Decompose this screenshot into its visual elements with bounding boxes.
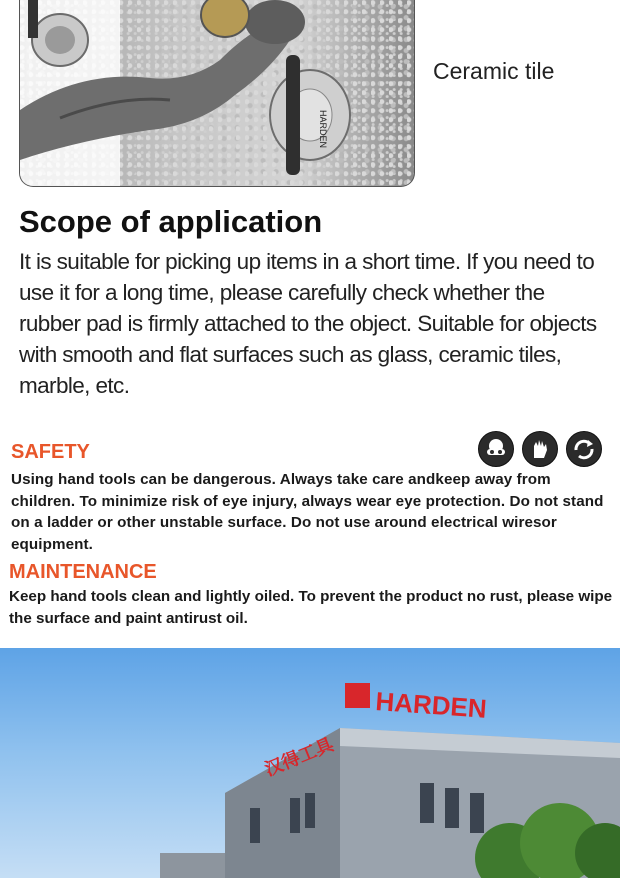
factory-photo bbox=[0, 648, 620, 878]
factory-chinese-sign: 汉得工具 bbox=[262, 734, 337, 781]
ceramic-tile-caption: Ceramic tile bbox=[433, 58, 555, 84]
safety-body: Using hand tools can be dangerous. Always take care andkeep away from children. To minimize risk of eye injury, always wear eye protection. Do not stand on a ladder or other unstable surface. Do not use around electrical wiresor equipment. bbox=[11, 471, 604, 553]
factory-building-illustration bbox=[0, 648, 620, 878]
pad-brand: HARDEN bbox=[318, 110, 328, 149]
goggles-icon bbox=[478, 431, 514, 467]
factory-sign: HARDEN bbox=[374, 686, 488, 724]
safety-icons bbox=[478, 431, 602, 467]
recycle-icon bbox=[566, 431, 602, 467]
maintenance-title: MAINTENANCE bbox=[9, 561, 157, 583]
suction-cup-illustration bbox=[20, 0, 414, 186]
gloves-icon bbox=[522, 431, 558, 467]
scope-title: Scope of application bbox=[19, 204, 323, 239]
product-photo bbox=[19, 0, 415, 187]
safety-title: SAFETY bbox=[11, 441, 90, 463]
scope-body: It is suitable for picking up items in a short time. If you need to use it for a long time, please carefully check whether the rubber pad is firmly attached to the object. Suitable for objects with smooth and flat surfaces such as glass, ceramic tiles, marble, etc. bbox=[19, 249, 597, 398]
harden-logo-icon bbox=[345, 683, 370, 708]
maintenance-body: Keep hand tools clean and lightly oiled. To prevent the product no rust, please wipe the surface and paint antirust oil. bbox=[9, 588, 613, 627]
